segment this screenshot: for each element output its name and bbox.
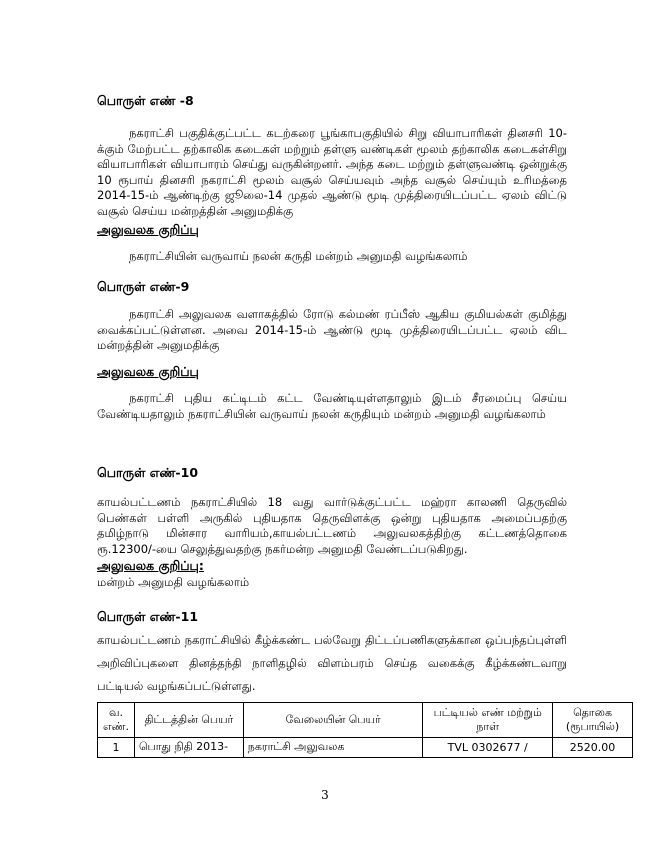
subject-10-heading: பொருள் எண்-10 [97, 465, 199, 480]
subject-10-office-note-heading: அலுவலக குறிப்பு: [97, 558, 204, 573]
subject-11-heading: பொருள் எண்-11 [97, 609, 199, 624]
subject-9-body: நகராட்சி அலுவலக வளாகத்தில் ரோடு கல்மண் ரப்பீஸ் ஆகிய குமியல்கள் குமித்து வைக்கப்பட்டுள்ளன. அவை 2014-15-ம் ஆண்டு மூடி முத்திரையிடப்பட்ட ஏலம் விட மன்றத்தின் அனுமதிக்கு [97, 307, 567, 352]
table-header-row [98, 703, 633, 738]
subject-10-body: காயல்பட்டணம் நகராட்சியில் 18 வது வார்டுக்குட்பட்ட மஹ்ரா காலணி தெருவில் பெண்கள் பள்ளி அருகில் புதியதாக தெருவிளக்கு ஒன்று புதியதாக அமைப்பதற்கு தமிழ்நாடு மின்சார வாரியம்,காயல்பட்டணம் அலுவலகத்திற்கு கட்டணத்தொகை ரூ.12300/-யை செலுத்துவதற்கு நகர்மன்ற அனுமதி வேண்டப்படுகிறது. [97, 495, 567, 556]
subject-8-office-note-heading: அலுவலக குறிப்பு [97, 222, 199, 237]
subject-9-office-note-heading: அலுவலக குறிப்பு [97, 364, 199, 379]
col-serial-no: வ. எண். [98, 703, 135, 738]
cell-scheme-name: பொது நிதி 2013- [134, 738, 243, 758]
col-amount: தொகை (ரூபாயில்) [553, 703, 633, 738]
cell-bill-no-date: TVL 0302677 / [423, 738, 553, 758]
subject-10-office-note: மன்றம் அனுமதி வழங்கலாம் [97, 575, 250, 589]
bill-list-table [97, 702, 633, 758]
cell-work-name: நகராட்சி அலுவலக [243, 738, 423, 758]
subject-8-office-note: நகராட்சியின் வருவாய் நலன் கருதி மன்றம் அனுமதி வழங்கலாம் [129, 249, 468, 263]
table-row [98, 738, 633, 758]
subject-9-office-note: நகராட்சி புதிய கட்டிடம் கட்ட வேண்டியுள்ளதாலும் இடம் சீரமைப்பு செய்ய வேண்டியதாலும் நகராட்சியின் வருவாய் நலன் கருதியும் மன்றம் அனுமதி வழங்கலாம் [97, 391, 567, 421]
subject-9-heading: பொருள் எண்-9 [97, 279, 190, 294]
cell-amount: 2520.00 [553, 738, 633, 758]
subject-8-body: நகராட்சி பகுதிக்குட்பட்ட கடற்கரை பூங்காபகுதியில் சிறு வியாபாரிகள் தினசரி 10-க்கும் மேற்பட்ட தற்காலிக கடைகள் மற்றும் தள்ளு வண்டிகள் மூலம் தற்காலிக கடைகள்சிறு வியாபாரிகள் வியாபாரம் செய்து வருகின்றனர். அந்த கடை மற்றும் தள்ளுவண்டி ஒன்றுக்கு 10 ரூபாய் தினசரி நகராட்சி மூலம் வசூல் செய்யவும் அந்த வசூல் செய்யும் உரிமத்தை 2014-15-ம் ஆண்டிற்கு ஜூலை-14 முதல் ஆண்டு மூடி முத்திரையிடப்பட்ட ஏலம் விட்டு வசூல் செய்ய மன்றத்தின் அனுமதிக்கு [97, 126, 567, 218]
cell-serial-no: 1 [98, 738, 135, 758]
subject-8-heading: பொருள் எண் -8 [97, 93, 194, 108]
page-number: 3 [321, 788, 329, 802]
col-bill-no-date: பட்டியல் எண் மற்றும் நாள் [423, 703, 553, 738]
col-scheme-name: திட்டத்தின் பெயர் [134, 703, 243, 738]
col-work-name: வேலையின் பெயர் [243, 703, 423, 738]
subject-11-body: காயல்பட்டணம் நகராட்சியில் கீழ்க்கண்ட பல்வேறு திட்டப்பணிகளுக்கான ஒப்பந்தப்புள்ளி அறிவிப்புகளை தினத்தந்தி நாளிதழில் விளம்பரம் செய்த வகைக்கு கீழ்க்கண்டவாறு பட்டியல் வழங்கப்பட்டுள்ளது. [97, 633, 567, 693]
